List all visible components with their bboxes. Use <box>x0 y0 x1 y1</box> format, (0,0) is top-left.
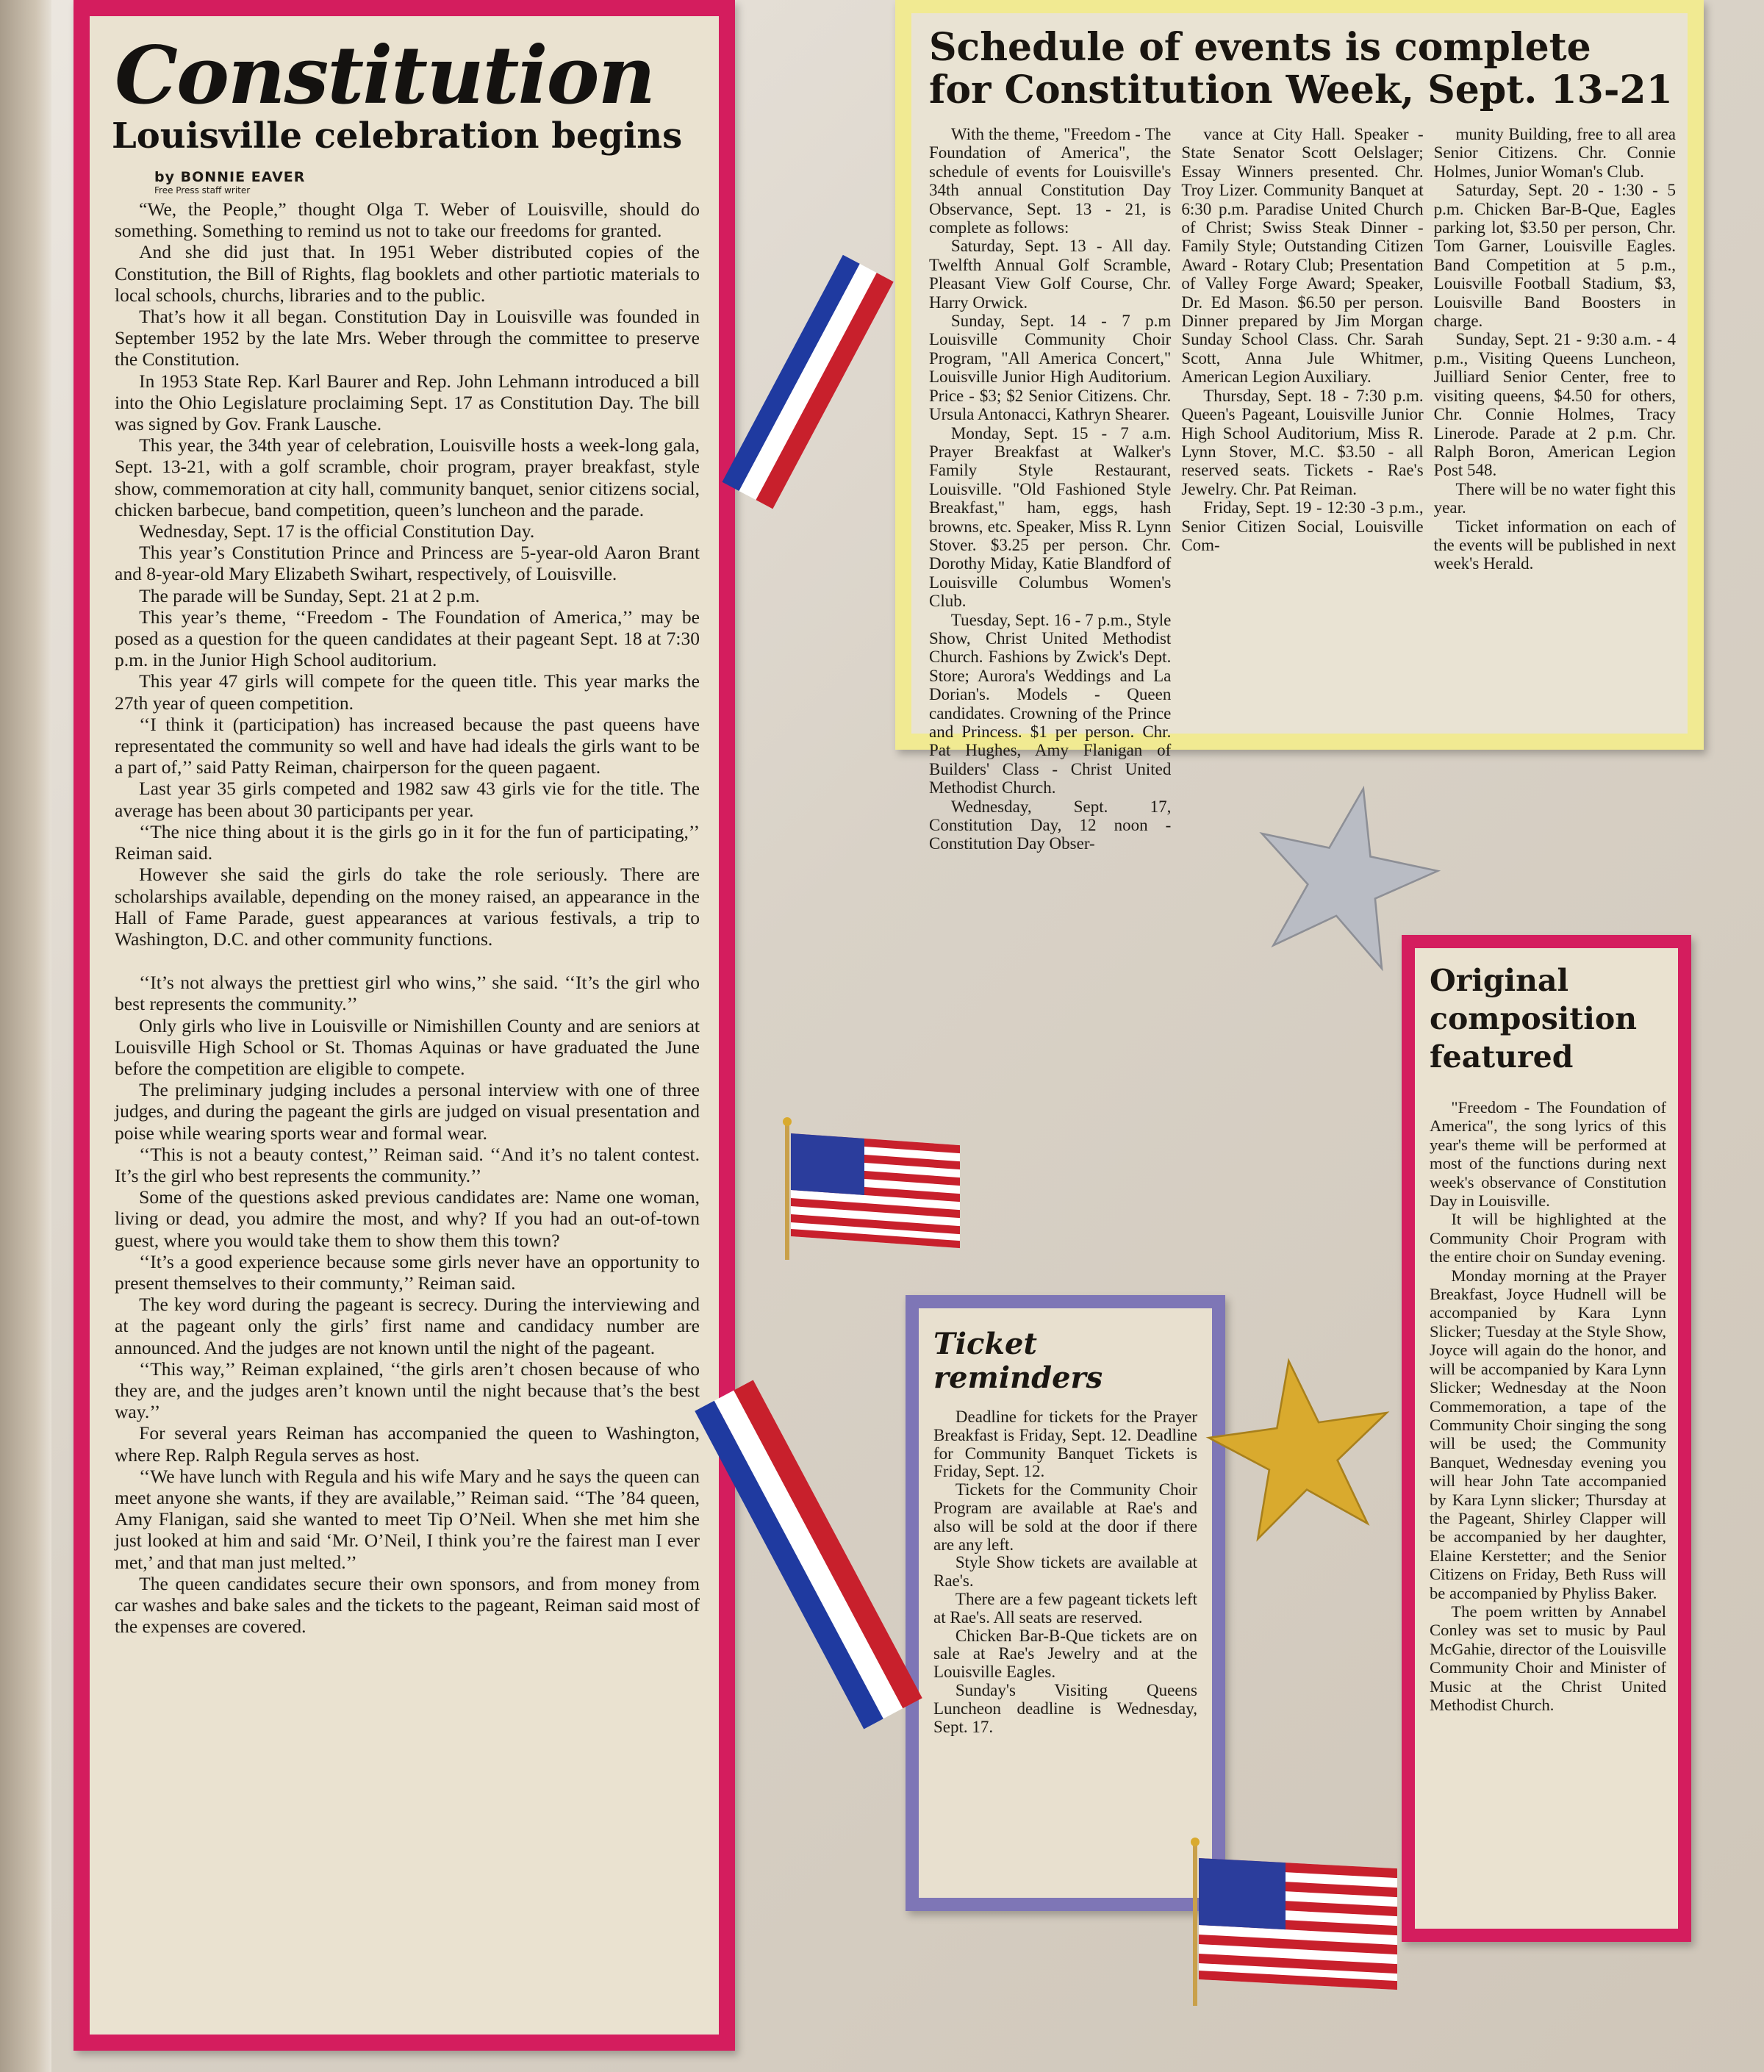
schedule-paragraph: Tuesday, Sept. 16 - 7 p.m., Style Show, Christ United Methodist Church. Fashions by Zwick's Dept. Store; Aurora's Weddings and La Dorian's. Models - Queen candidates. Crowning of the Prince and Princess. $1 per person. Chr. Pat Hughes, Amy Flanigan of Builders' Class - Christ United Methodist Church. <box>929 610 1172 797</box>
ticket-paragraph: Style Show tickets are available at Rae's. <box>933 1553 1197 1591</box>
article-subtitle: Louisville celebration begins <box>112 115 683 157</box>
article-paragraph: For several years Reiman has accompanied the queen to Washington, where Rep. Ralph Regula serves as host. <box>115 1422 700 1466</box>
original-title <box>1430 961 1666 1076</box>
ticket-title <box>933 1327 1197 1395</box>
ticket-paragraph: Chicken Bar-B-Que tickets are on sale at Rae's Jewelry and at the Louisville Eagles. <box>933 1626 1197 1682</box>
article-body <box>115 198 700 1637</box>
article-paragraph: Some of the questions asked previous candidates are: Name one woman, living or dead, you admire the most, and why? If you had an out-of-town guest, where you would take them to show them this town? <box>115 1186 700 1251</box>
article-paragraph: However she said the girls do take the role seriously. There are scholarships available, depending on the money raised, an appearance in the Hall of Fame Parade, guest appearances at various festivals, a trip to Washington, D.C. and other community functions. <box>115 864 700 950</box>
original-paragraph: It will be highlighted at the Community Choir Program with the entire choir on Sunday evening. <box>1430 1210 1666 1266</box>
ticket-body <box>933 1408 1197 1736</box>
original-body <box>1430 1098 1666 1714</box>
original-paragraph: Monday morning at the Prayer Breakfast, Joyce Hudnell will be accompanied by Kara Lynn Slicker; Tuesday at the Style Show, Joyce will again do the honor, and will be accompanied by Kara Lynn Slicker; Wednesday at the Noon Commemoration, a tape of the Community Choir singing the song will be used; the Community Banquet, Wednesday evening you will hear John Tate accompanied by Kara Lynn slicker; Thursday at the Pageant, Shirley Clapper will be accompanied by her daughter, Elaine Kerstetter; and the Senior Citizens on Friday, Beth Russ will be accompanied by Phyliss Baker. <box>1430 1266 1666 1602</box>
article-paragraph: Last year 35 girls competed and 1982 saw 43 girls vie for the title. The average has been about 30 participants per year. <box>115 778 700 821</box>
original-paragraph: The poem written by Annabel Conley was set to music by Paul McGahie, director of the Louisville Community Choir and Minister of Music at the Christ United Methodist Church. <box>1430 1602 1666 1714</box>
flag-icon <box>1187 1838 1408 2010</box>
article-paragraph: ‘‘It’s a good experience because some girls never have an opportunity to present themselves to their communty,’’ Reiman said. <box>115 1250 700 1294</box>
schedule-title-line-1: Schedule of events is complete <box>929 25 1591 70</box>
schedule-paragraph: Friday, Sept. 19 - 12:30 -3 p.m., Senior Citizen Social, Louisville Com- <box>1181 498 1424 554</box>
article-gap <box>115 950 700 972</box>
article-body-bottom <box>115 972 700 1637</box>
ticket-title-line-1: Ticket <box>933 1327 1037 1361</box>
original-title-line-1: Original <box>1430 963 1569 998</box>
article-paragraph: ‘‘I think it (participation) has increased because the past queens have representated the community so well and have had ideals the girls want to be a part of,’’ said Patty Reiman, chairperson for the queen pagaent. <box>115 713 700 778</box>
constitution-article-paper <box>90 16 719 2035</box>
schedule-paragraph: Thursday, Sept. 18 - 7:30 p.m. Queen's Pageant, Louisville Junior High School Auditorium, Miss R. Lynn Stover, M.C. $3.50 - all reserved seats. Tickets - Rae's Jewelry. Chr. Pat Reiman. <box>1181 386 1424 498</box>
schedule-paragraph: vance at City Hall. Speaker - State Senator Scott Oelslager; Essay Winners presented. Chr. Troy Lizer. Community Banquet at 6:30 p.m. Paradise United Church of Christ; Swiss Steak Dinner - Family Style; Outstanding Citizen Award - Rotary Club; Presentation of Valley Forge Award; Speaker, Dr. Ed Mason. $6.50 per person. Dinner prepared by Jim Morgan Sunday School Class. Chr. Sarah Scott, Anna Jule Whitmer, American Legion Auxiliary. <box>1181 125 1424 387</box>
schedule-paragraph: Saturday, Sept. 20 - 1:30 - 5 p.m. Chicken Bar-B-Que, Eagles parking lot, $3.50 per person, Chr. Tom Garner, Louisville Eagles. Band Competition at 5 p.m., Louisville Football Stadium, $3, Louisville Band Boosters in charge. <box>1433 181 1676 331</box>
schedule-column-3 <box>1434 125 1676 853</box>
article-paragraph: ‘‘The nice thing about it is the girls go in it for the fun of participating,’’ Reiman said. <box>115 820 700 864</box>
original-title-line-2: composition <box>1430 1001 1638 1036</box>
article-title: Constitution <box>115 29 655 122</box>
article-paragraph: Only girls who live in Louisville or Nimishillen County and are seniors at Louisville High School or St. Thomas Aquinas or have graduated the June before the competition are eligible to compete. <box>115 1014 700 1079</box>
original-composition-paper <box>1415 948 1678 1929</box>
article-paragraph: The preliminary judging includes a personal interview with one of three judges, and during the pageant the girls are judged on visual presentation and poise while wearing sports wear and formal wear. <box>115 1079 700 1144</box>
ticket-paragraph: Sunday's Visiting Queens Luncheon deadline is Wednesday, Sept. 17. <box>933 1680 1197 1736</box>
article-body-top <box>115 198 700 950</box>
ribbon-icon <box>709 243 908 522</box>
article-paragraph: The parade will be Sunday, Sept. 21 at 2 p.m. <box>139 584 480 606</box>
star-icon <box>1250 779 1441 970</box>
schedule-paragraph: Wednesday, Sept. 17, Constitution Day, 12 noon - Constitution Day Obser- <box>929 797 1172 853</box>
article-paragraph: This year’s theme, ‘‘Freedom - The Foundation of America,’’ may be posed as a question for the queen candidates at their pageant Sept. 18 at 7:30 p.m. in the Junior High School auditorium. <box>115 606 700 671</box>
schedule-paragraph: Monday, Sept. 15 - 7 a.m. Prayer Breakfast at Walker's Family Style Restaurant, Louisville. "Old Fashioned Style Breakfast," ham, eggs, hash browns, etc. Speaker, Miss R. Lynn Stover. $3.25 per person. Chr. Dorothy Miday, Katie Blandford of Louisville Columbus Women's Club. <box>929 423 1172 611</box>
article-paragraph: ‘‘It’s not always the prettiest girl who wins,’’ she said. ‘‘It’s the girl who best represents the community.’’ <box>115 972 700 1015</box>
schedule-columns <box>929 125 1676 853</box>
flag-icon <box>779 1117 970 1264</box>
article-paragraph: The queen candidates secure their own sponsors, and from money from car washes and bake sales and the tickets to the pageant, Reiman said most of the expenses are covered. <box>115 1572 700 1638</box>
article-paragraph: The key word during the pageant is secrecy. During the interviewing and at the pageant only the girls’ first name and candidacy number are announced. And the judges are not known until the night of the pageant. <box>115 1294 700 1358</box>
ticket-paragraph: Tickets for the Community Choir Program are available at Rae's and also will be sold at the door if there are any left. <box>933 1480 1197 1554</box>
article-paragraph: ‘‘This way,’’ Reiman explained, ‘‘the girls aren’t chosen because of who they are, and the judges aren’t known until the night because that’s the best way.’’ <box>115 1358 700 1423</box>
schedule-article-clipping <box>895 0 1704 853</box>
article-paragraph: This year 47 girls will compete for the queen title. This year marks the 27th year of queen competition. <box>115 670 700 714</box>
byline-role: Free Press staff writer <box>154 185 251 196</box>
schedule-paragraph: Ticket information on each of the events will be published in next week's Herald. <box>1433 517 1676 573</box>
ticket-paragraph: There are a few pageant tickets left at Rae's. All seats are reserved. <box>933 1589 1197 1627</box>
article-paragraph: This year, the 34th year of celebration, Louisville hosts a week-long gala, Sept. 13-21, with a golf scramble, choir program, prayer breakfast, style show, commemoration at city hall, community banquet, senior citizens social, chicken barbecue, band competition, queen’s luncheon and the parade. <box>115 434 700 520</box>
schedule-column-2 <box>1181 125 1423 853</box>
article-paragraph: In 1953 State Rep. Karl Baurer and Rep. John Lehmann introduced a bill into the Ohio Legislature proclaiming Sept. 17 as Constitution Day. The bill was signed by Gov. Frank Lausche. <box>115 370 700 435</box>
article-paragraph: ‘‘This is not a beauty contest,’’ Reiman said. ‘‘And it’s no talent contest. It’s the girl who best represents the community.’’ <box>115 1143 700 1186</box>
ticket-reminders-clipping <box>906 1295 1225 1911</box>
ribbon-icon <box>724 1389 893 1720</box>
schedule-column-1 <box>929 125 1171 853</box>
schedule-paragraph: munity Building, free to all area Senior Citizens. Chr. Connie Holmes, Junior Woman's Club. <box>1433 125 1676 181</box>
schedule-title <box>929 26 1676 112</box>
schedule-title-line-2: for Constitution Week, Sept. 13-21 <box>929 68 1673 112</box>
star-icon <box>1205 1352 1396 1544</box>
ticket-reminders-paper <box>919 1308 1212 1898</box>
ticket-title-line-2: reminders <box>933 1361 1103 1395</box>
article-paragraph: ‘‘We have lunch with Regula and his wife Mary and he says the queen can meet anyone she wants, if they are available,’’ Reiman said. ‘‘The ’84 queen, Amy Flanigan, said she wanted to meet Tip O’Neil. When she met him she just looked at him and said ‘Mr. O’Neil, I think you’re the fairest man I ever met,’ and that man just melted.’’ <box>115 1465 700 1573</box>
article-paragraph: This year’s Constitution Prince and Princess are 5-year-old Aaron Brant and 8-year-old Mary Elizabeth Swihart, respectively, of Louisville. <box>115 542 700 585</box>
schedule-paragraph: Saturday, Sept. 13 - All day. Twelfth Annual Golf Scramble, Pleasant View Golf Course, Chr. Harry Orwick. <box>929 237 1172 312</box>
page-edge <box>0 0 51 2072</box>
schedule-paragraph: Sunday, Sept. 14 - 7 p.m Louisville Community Choir Program, "All America Concert," Louisville Junior High Auditorium. Price - $3; $2 Senior Citizens. Chr. Ursula Antonacci, Kathryn Shearer. <box>929 312 1172 424</box>
schedule-paragraph: Sunday, Sept. 21 - 9:30 a.m. - 4 p.m., Visiting Queens Luncheon, Juilliard Senior Center, free to visiting queens, $4.50 for others, Chr. Connie Holmes, Tracy Linerode. Parade at 2 p.m. Chr. Ralph Boron, American Legion Post 548. <box>1433 330 1676 480</box>
article-paragraph: That’s how it all began. Constitution Day in Louisville was founded in September 1952 by the late Mrs. Weber through the committee to preserve the Constitution. <box>115 306 700 370</box>
original-title-line-3: featured <box>1430 1039 1574 1075</box>
byline: by BONNIE EAVER <box>154 169 306 185</box>
article-paragraph: And she did just that. In 1951 Weber distributed copies of the Constitution, the Bill of Rights, flag booklets and other partiotic materials to local schools, churchs, libraries and to the public. <box>115 241 700 306</box>
schedule-paragraph: There will be no water fight this year. <box>1433 479 1676 517</box>
original-paragraph: "Freedom - The Foundation of America", the song lyrics of this year's theme will be performed at most of the functions during next week's observance of Constitution Day in Louisville. <box>1430 1098 1666 1211</box>
article-paragraph: Wednesday, Sept. 17 is the official Constitution Day. <box>139 520 535 542</box>
ticket-paragraph: Deadline for tickets for the Prayer Breakfast is Friday, Sept. 12. Deadline for Community Banquet Tickets is Friday, Sept. 12. <box>933 1408 1197 1481</box>
original-composition-clipping <box>1402 935 1691 1942</box>
article-paragraph: “We, the People,” thought Olga T. Weber of Louisville, should do something. Something to remind us not to take our freedoms for granted. <box>115 198 700 242</box>
schedule-article-paper <box>911 13 1688 853</box>
constitution-article-clipping <box>74 0 735 2051</box>
schedule-paragraph: With the theme, "Freedom - The Foundation of America", the schedule of events for Louisville's 34th annual Constitution Day Observance, Sept. 13 - 21, is complete as follows: <box>929 125 1172 237</box>
